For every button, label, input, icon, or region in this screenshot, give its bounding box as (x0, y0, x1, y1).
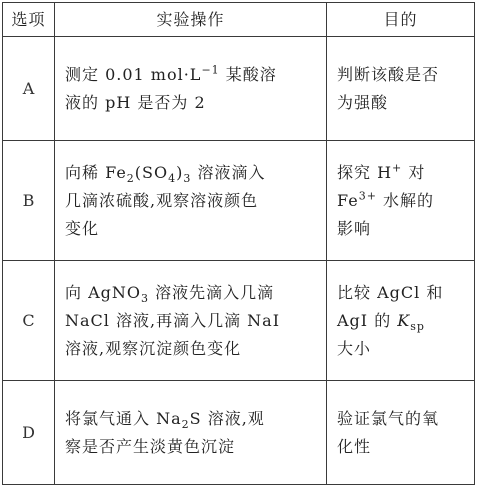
purpose-cell: 验证氯气的氧 化性 (327, 381, 475, 485)
operation-cell: 将氯气通入 $Na_2S$ 溶液,观 察是否产生淡黄色沉淀 (55, 381, 327, 485)
option-label: B (3, 141, 55, 261)
table-row (3, 141, 475, 261)
option-label: A (3, 37, 55, 141)
purpose-cell: 探究 H+ 对 $Fe^{3+}$ 水解的 影响 (327, 141, 475, 261)
table-row (3, 37, 475, 141)
table-row (3, 381, 475, 485)
purpose-cell: 判断该酸是否 为强酸 (327, 37, 475, 141)
option-label: C (3, 261, 55, 381)
header-option: 选项 (3, 3, 55, 37)
header-row (3, 3, 475, 37)
option-label: D (3, 381, 55, 485)
operation-cell: 向 AgNO$_3$ 溶液先滴入几滴 NaCl 溶液,再滴入几滴 NaI 溶液,观察沉淀颜色变化 (55, 261, 327, 381)
operation-cell: 测定 0.01 $mol\cdot L^{-1}$ 某酸溶 液的 pH 是否为 2 (55, 37, 327, 141)
purpose-cell: 比较 AgCl 和 AgI 的 $K_{sp}$ 大小 (327, 261, 475, 381)
table-row (3, 261, 475, 381)
operation-cell: 向稀 $Fe_2(SO_4)_3$ 溶液滴入 几滴浓硫酸,观察溶液颜色 变化 (55, 141, 327, 261)
header-purpose: 目的 (327, 3, 475, 37)
experiment-table (2, 2, 475, 485)
header-operation: 实验操作 (55, 3, 327, 37)
